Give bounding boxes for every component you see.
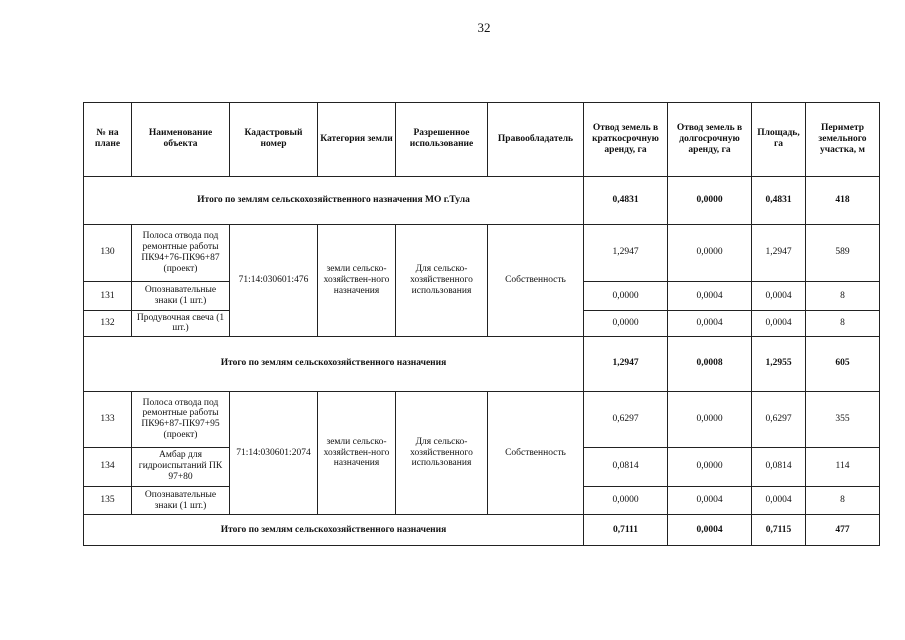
header-plan-no: № на плане [84, 103, 132, 177]
total-perimeter: 605 [806, 336, 880, 391]
long-lease-cell: 0,0000 [668, 391, 752, 447]
total-perimeter: 418 [806, 176, 880, 224]
permitted-use-cell: Для сельско-хозяйственного использования [396, 224, 488, 336]
short-lease-cell: 1,2947 [584, 224, 668, 281]
total-area: 0,7115 [752, 515, 806, 546]
total-long-lease: 0,0004 [668, 515, 752, 546]
header-object-name: Наименование объекта [132, 103, 230, 177]
long-lease-cell: 0,0000 [668, 224, 752, 281]
area-cell: 0,0004 [752, 281, 806, 311]
total-label: Итого по землям сельскохозяйственного назначения МО г.Тула [84, 176, 584, 224]
object-name-cell: Амбар для гидроиспытаний ПК 97+80 [132, 447, 230, 486]
header-cadastral-no: Кадастровый номер [230, 103, 318, 177]
header-rights-holder: Правообладатель [488, 103, 584, 177]
short-lease-cell: 0,6297 [584, 391, 668, 447]
object-name-cell: Продувочная свеча (1 шт.) [132, 311, 230, 336]
total-short-lease: 1,2947 [584, 336, 668, 391]
header-long-lease: Отвод земель в долгосрочную аренду, га [668, 103, 752, 177]
object-name-cell: Полоса отвода под ремонтные работы ПК96+87-ПК97+95 (проект) [132, 391, 230, 447]
header-row [84, 103, 880, 177]
perimeter-cell: 8 [806, 281, 880, 311]
total-label: Итого по землям сельскохозяйственного назначения [84, 336, 584, 391]
object-name-cell: Опознавательные знаки (1 шт.) [132, 281, 230, 311]
perimeter-cell: 589 [806, 224, 880, 281]
land-category-cell: земли сельско-хозяйствен-ного назначения [318, 391, 396, 515]
permitted-use-cell: Для сельско-хозяйственного использования [396, 391, 488, 515]
total-row-tula [84, 176, 880, 224]
area-cell: 0,0004 [752, 486, 806, 515]
header-permitted-use: Разрешенное использование [396, 103, 488, 177]
perimeter-cell: 114 [806, 447, 880, 486]
total-area: 1,2955 [752, 336, 806, 391]
plan-no-cell: 135 [84, 486, 132, 515]
header-land-category: Категория земли [318, 103, 396, 177]
total-label: Итого по землям сельскохозяйственного назначения [84, 515, 584, 546]
header-perimeter: Периметр земельного участка, м [806, 103, 880, 177]
plan-no-cell: 130 [84, 224, 132, 281]
area-cell: 0,0004 [752, 311, 806, 336]
object-name-cell: Опознавательные знаки (1 шт.) [132, 486, 230, 515]
perimeter-cell: 355 [806, 391, 880, 447]
short-lease-cell: 0,0814 [584, 447, 668, 486]
short-lease-cell: 0,0000 [584, 311, 668, 336]
total-perimeter: 477 [806, 515, 880, 546]
area-cell: 0,0814 [752, 447, 806, 486]
plan-no-cell: 133 [84, 391, 132, 447]
area-cell: 1,2947 [752, 224, 806, 281]
object-name-cell: Полоса отвода под ремонтные работы ПК94+76-ПК96+87 (проект) [132, 224, 230, 281]
plan-no-cell: 134 [84, 447, 132, 486]
short-lease-cell: 0,0000 [584, 486, 668, 515]
long-lease-cell: 0,0004 [668, 311, 752, 336]
table-row [84, 224, 880, 281]
land-category-cell: земли сельско-хозяйствен-ного назначения [318, 224, 396, 336]
total-area: 0,4831 [752, 176, 806, 224]
short-lease-cell: 0,0000 [584, 281, 668, 311]
total-long-lease: 0,0008 [668, 336, 752, 391]
area-cell: 0,6297 [752, 391, 806, 447]
long-lease-cell: 0,0004 [668, 281, 752, 311]
land-allocation-table [83, 102, 880, 546]
header-area: Площадь, га [752, 103, 806, 177]
plan-no-cell: 131 [84, 281, 132, 311]
total-short-lease: 0,7111 [584, 515, 668, 546]
total-row-group2 [84, 515, 880, 546]
rights-holder-cell: Собственность [488, 391, 584, 515]
table-row [84, 391, 880, 447]
long-lease-cell: 0,0000 [668, 447, 752, 486]
perimeter-cell: 8 [806, 311, 880, 336]
perimeter-cell: 8 [806, 486, 880, 515]
total-long-lease: 0,0000 [668, 176, 752, 224]
plan-no-cell: 132 [84, 311, 132, 336]
cadastral-no-cell: 71:14:030601:2074 [230, 391, 318, 515]
total-short-lease: 0,4831 [584, 176, 668, 224]
cadastral-no-cell: 71:14:030601:476 [230, 224, 318, 336]
header-short-lease: Отвод земель в краткосрочную аренду, га [584, 103, 668, 177]
long-lease-cell: 0,0004 [668, 486, 752, 515]
rights-holder-cell: Собственность [488, 224, 584, 336]
total-row-group1 [84, 336, 880, 391]
page-number: 32 [477, 20, 491, 35]
